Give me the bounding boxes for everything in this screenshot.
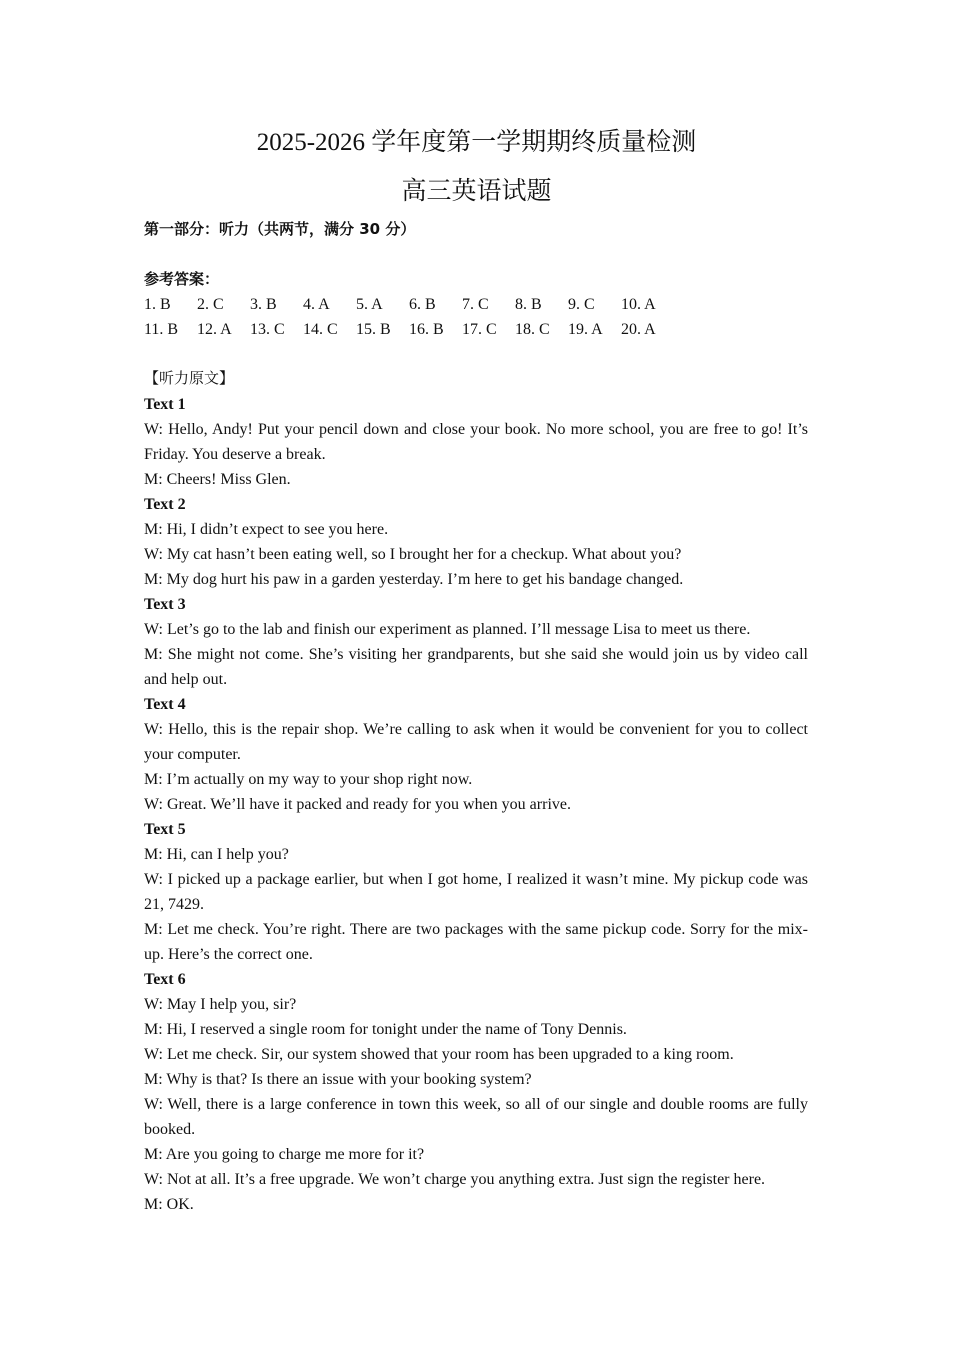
dialogue-line: M: Hi, I didn’t expect to see you here. — [144, 521, 389, 538]
answer-item: 2. C — [197, 296, 224, 313]
answer-item: 1. B — [144, 296, 171, 313]
dialogue-line: M: OK. — [144, 1196, 194, 1213]
dialogue-line: W: Let me check. Sir, our system showed that your room has been upgraded to a king room. — [144, 1046, 734, 1063]
answer-item: 13. C — [250, 321, 285, 338]
answer-row-1 — [144, 292, 674, 317]
dialogue-line: W: Let’s go to the lab and finish our experiment as planned. I’ll message Lisa to meet us there. — [144, 621, 751, 638]
answer-item: 6. B — [409, 296, 436, 313]
dialogue-line: M: I’m actually on my way to your shop right now. — [144, 771, 473, 788]
dialogue-line: W: My cat hasn’t been eating well, so I brought her for a checkup. What about you? — [144, 546, 682, 563]
answer-item: 3. B — [250, 296, 277, 313]
answer-key-label: 参考答案： — [144, 270, 220, 288]
answer-item: 12. A — [197, 321, 232, 338]
dialogue-line: M: Cheers! Miss Glen. — [144, 471, 291, 488]
dialogue-line: M: Why is that? Is there an issue with your booking system? — [144, 1071, 532, 1088]
text-title: Text 1 — [144, 396, 186, 413]
answer-item: 17. C — [462, 321, 497, 338]
dialogue-line: W: I picked up a package earlier, but when I got home, I realized it wasn’t mine. My pickup code was 21, 7429. — [144, 871, 808, 913]
dialogue-line: W: Not at all. It’s a free upgrade. We won’t charge you anything extra. Just sign the register here. — [144, 1171, 766, 1188]
text-title: Text 2 — [144, 496, 186, 513]
transcript-body — [144, 392, 808, 1217]
answer-row-2 — [144, 317, 674, 342]
exam-subtitle: 高三英语试题 — [401, 178, 552, 205]
dialogue-line: W: Hello, Andy! Put your pencil down and close your book. No more school, you are free to go! It’s Friday. You deserve a break. — [144, 421, 808, 463]
dialogue-line: W: May I help you, sir? — [144, 996, 297, 1013]
dialogue-line: M: She might not come. She’s visiting her grandparents, but she said she would join us by video call and help out. — [144, 646, 808, 688]
dialogue-line: M: Hi, I reserved a single room for tonight under the name of Tony Dennis. — [144, 1021, 627, 1038]
text-title: Text 4 — [144, 696, 186, 713]
answer-item: 20. A — [621, 321, 656, 338]
answer-item: 14. C — [303, 321, 338, 338]
answer-item: 18. C — [515, 321, 550, 338]
transcript-label: 【听力原文】 — [144, 369, 235, 387]
text-title: Text 3 — [144, 596, 186, 613]
exam-title: 2025-2026 学年度第一学期期终质量检测 — [256, 129, 697, 156]
answer-item: 16. B — [409, 321, 444, 338]
answer-item: 7. C — [462, 296, 489, 313]
section-heading: 第一部分：听力（共两节，满分 30 分） — [144, 220, 416, 238]
text-title: Text 5 — [144, 821, 186, 838]
answer-item: 15. B — [356, 321, 391, 338]
answer-item: 5. A — [356, 296, 383, 313]
answer-item: 4. A — [303, 296, 330, 313]
answer-item: 19. A — [568, 321, 603, 338]
answer-item: 8. B — [515, 296, 542, 313]
dialogue-line: M: Are you going to charge me more for it? — [144, 1146, 425, 1163]
dialogue-line: M: Let me check. You’re right. There are two packages with the same pickup code. Sorry for the mix-up. Here’s the correct one. — [144, 921, 808, 963]
text-title: Text 6 — [144, 971, 186, 988]
dialogue-line: W: Hello, this is the repair shop. We’re calling to ask when it would be convenient for you to collect your computer. — [144, 721, 808, 763]
dialogue-line: W: Great. We’ll have it packed and ready for you when you arrive. — [144, 796, 571, 813]
answer-item: 10. A — [621, 296, 656, 313]
dialogue-line: M: My dog hurt his paw in a garden yesterday. I’m here to get his bandage changed. — [144, 571, 684, 588]
dialogue-line: M: Hi, can I help you? — [144, 846, 289, 863]
dialogue-line: W: Well, there is a large conference in town this week, so all of our single and double rooms are fully booked. — [144, 1096, 808, 1138]
answer-item: 11. B — [144, 321, 179, 338]
answer-item: 9. C — [568, 296, 595, 313]
